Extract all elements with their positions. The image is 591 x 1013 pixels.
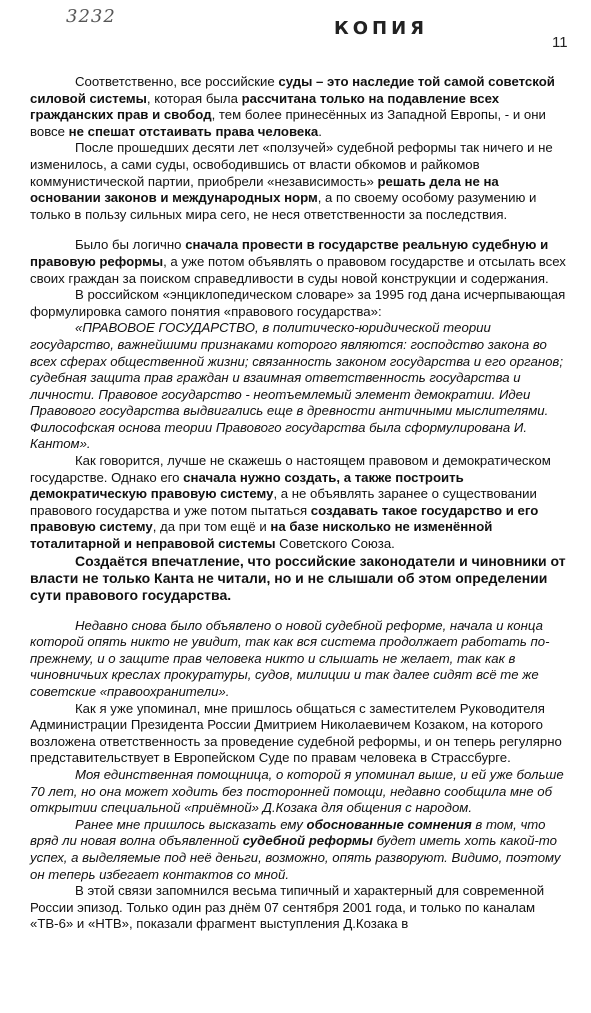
paragraph-8: Недавно снова было объявлено о новой судебной реформе, начала и конца которой опять никто не увидит, так как вся система продолжает работать по-прежнему, и о защите прав человека никто и слышать не желает, так как в чиновничьих креслах прокуратуры, судов, милиции и так далее сидят всё те же советские «правоохранители». bbox=[30, 617, 550, 699]
text-run: Было бы логично bbox=[75, 237, 186, 253]
paragraph-1 bbox=[30, 74, 570, 140]
handwritten-number: 3232 bbox=[66, 6, 116, 27]
text-run: , а уже потом объявлять о правовом государстве и отсылать всех своих граждан за поиском справедливости в суды новой конструкции и содержания. bbox=[30, 253, 566, 286]
bold-run: не спешат отстаивать права человека bbox=[68, 123, 319, 139]
bold-run: создавать такое государство и его правовую систему bbox=[30, 502, 539, 535]
paragraph-7: Создаётся впечатление, что российские законодатели и чиновники от власти не только Канта не читали, но и не слышали об этом определении сути правового государства. bbox=[30, 552, 566, 603]
text-run: После прошедших десяти лет «ползучей» судебной реформы так ничего и не изменилось, а сами суды, освободившись от власти обкомов и райкомов коммунистической партии, приобрели «независимость» bbox=[30, 140, 553, 189]
bold-run: сначала провести в государстве реальную судебную и правовую реформы bbox=[30, 237, 549, 269]
text-run: , которая была bbox=[146, 90, 242, 106]
text-run: будет иметь хоть какой-то успех, а выделяемые под неё деньги, возможно, опять разворуют. Видимо, поэтому он теперь избегает контактов со мной. bbox=[30, 833, 561, 882]
bold-run: решать дела не на основании законов и международных норм bbox=[30, 173, 499, 206]
bold-run: судебной реформы bbox=[242, 833, 373, 849]
text-run: Советского Союза. bbox=[275, 536, 395, 552]
text-run: , тем более принесённых из Западной Европы, - и они вовсе bbox=[30, 107, 546, 139]
page-number: 11 bbox=[552, 34, 568, 51]
text-run: . bbox=[318, 123, 322, 139]
bold-run: на базе нисколько не изменённой тоталитарной и неправовой системы bbox=[30, 519, 493, 552]
copy-stamp: КОПИЯ bbox=[334, 18, 429, 39]
paragraph-11 bbox=[30, 817, 570, 883]
bold-run: сначала нужно создать, а также построить демократическую правовую систему bbox=[30, 469, 464, 502]
bold-run: обоснованные сомнения bbox=[306, 816, 472, 832]
paragraph-10: Моя единственная помощница, о которой я упоминал выше, и ей уже больше 70 лет, но она может ходить без посторонней помощи, недавно сообщила мне об открытии специальной «приёмной» Д.Козака для общения с народом. bbox=[30, 766, 564, 816]
paragraph-9: Как я уже упоминал, мне пришлось общаться с заместителем Руководителя Администрации Президента России Дмитрием Николаевичем Козаком, на которого возложена ответственность за проведение судебной реформы, и он теперь регулярно представительствует в Европейском Суде по правам человека в Страссбурге. bbox=[30, 700, 562, 766]
bold-run: суды – это наследие той самой советской силовой системы bbox=[30, 74, 555, 106]
paragraph-6 bbox=[30, 453, 570, 553]
text-run: , а не объявлять заранее о существовании правового государства и уже потом пытаться bbox=[30, 486, 537, 518]
encyclopedia-quote: «ПРАВОВОЕ ГОСУДАРСТВО, в политическо-юридической теории государство, важнейшими признаками которого являются: господство закона во всех сферах общественной жизни; связанность законом государства и его органов; судебная защита прав граждан и взаимная ответственность государства и личности. Правовое государство - неотъемлемый элемент демократии. Идеи Правового государства выдвигались еще в древности античными мыслителями. Философская основа теории Правового государства была сформулирована И. Кантом». bbox=[30, 320, 563, 452]
paragraph-2 bbox=[30, 140, 570, 223]
text-run: Соответственно, все российские bbox=[75, 74, 279, 89]
text-run: Ранее мне пришлось высказать ему bbox=[75, 816, 307, 832]
text-run: в том, что вряд ли новая волна объявленной bbox=[30, 816, 546, 849]
text-run: , а по своему особому разумению и только в пользу сильных мира сего, не неся ответственности за последствия. bbox=[30, 190, 537, 222]
document-body bbox=[30, 74, 570, 933]
text-run: , да при том ещё и bbox=[152, 519, 271, 535]
paragraph-3 bbox=[30, 237, 570, 287]
paragraph-4: В российском «энциклопедическом словаре» за 1995 год дана исчерпывающая формулировка самого понятия «правового государства»: bbox=[30, 287, 566, 319]
paragraph-12: В этой связи запомнился весьма типичный и характерный для современной России эпизод. Только один раз днём 07 сентября 2001 года, и только по каналам «ТВ-6» и «НТВ», показали фрагмент выступления Д.Козака в bbox=[30, 883, 545, 932]
bold-run: рассчитана только на подавление всех гражданских прав и свобод bbox=[30, 90, 500, 123]
text-run: Как говорится, лучше не скажешь о настоящем правовом и демократическом государстве. Однако его bbox=[30, 453, 551, 485]
